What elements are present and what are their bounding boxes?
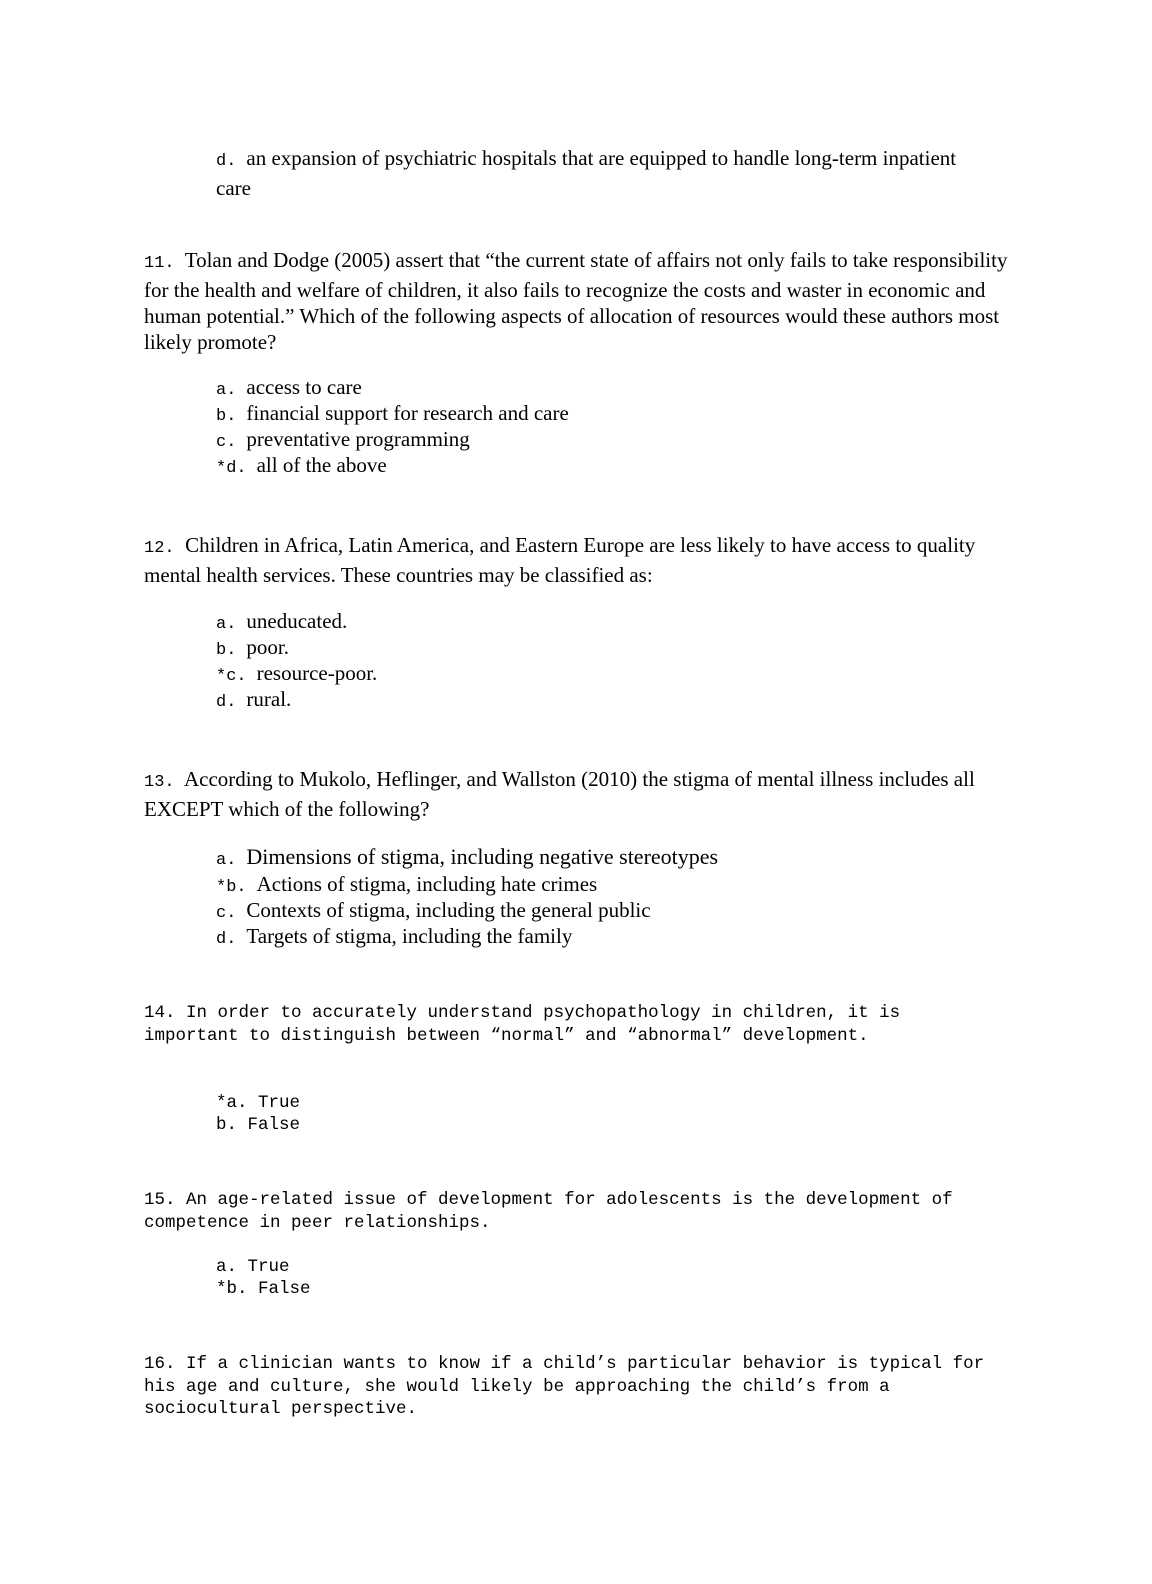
q13-stem <box>144 766 1014 822</box>
q12-option-d-label: d. <box>216 693 237 712</box>
q13-option-b-text: Actions of stigma, including hate crimes <box>256 872 598 896</box>
q15-option-a: a. True <box>216 1257 290 1277</box>
q12-option-a-label: a. <box>216 615 237 634</box>
q11-option-d-text: all of the above <box>256 453 387 477</box>
q11-option-a-text: access to care <box>246 375 362 399</box>
q11-option-a-label: a. <box>216 381 237 400</box>
q11-stem <box>144 247 1014 355</box>
q12-stem <box>144 532 1014 588</box>
q13-option-c-label: c. <box>216 904 237 923</box>
q12-option-b-label: b. <box>216 641 237 660</box>
q10-option-d-text: an expansion of psychiatric hospitals that are equipped to handle long-term inpatient care <box>216 146 957 200</box>
q12-number: 12. <box>144 539 175 558</box>
q13-option-a-label: a. <box>216 851 237 870</box>
q13-option-a <box>216 844 1006 874</box>
q13-option-d-text: Targets of stigma, including the family <box>246 924 573 948</box>
q13-option-d <box>216 923 1006 953</box>
q13-option-c-text: Contexts of stigma, including the general public <box>246 898 651 922</box>
q11-option-c-label: c. <box>216 433 237 452</box>
q12-option-d-text: rural. <box>246 687 292 711</box>
q12-option-c-label: *c. <box>216 667 247 686</box>
q11-option-d <box>216 452 1006 482</box>
q12-option-b-text: poor. <box>246 635 289 659</box>
q13-option-a-text: Dimensions of stigma, including negative stereotypes <box>246 844 719 869</box>
q13-stem-text: According to Mukolo, Heflinger, and Wallston (2010) the stigma of mental illness includes all EXCEPT which of the following? <box>144 767 975 821</box>
q15-option-b: *b. False <box>216 1279 311 1299</box>
q11-stem-text: Tolan and Dodge (2005) assert that “the current state of affairs not only fails to take responsibility for the health and welfare of children, it also fails to recognize the costs and waster in economic and human potential.” Which of the following aspects of allocation of resources would these authors most likely promote? <box>144 248 1008 354</box>
q12-option-d <box>216 686 1006 716</box>
q11-number: 11. <box>144 254 175 273</box>
q12-stem-text: Children in Africa, Latin America, and Eastern Europe are less likely to have access to quality mental health services. These countries may be classified as: <box>144 533 976 587</box>
q13-number: 13. <box>144 773 175 792</box>
q14-option-a: *a. True <box>216 1093 301 1113</box>
q11-option-d-label: *d. <box>216 459 247 478</box>
q13-option-b-label: *b. <box>216 878 247 897</box>
q14-option-b: b. False <box>216 1115 301 1135</box>
q11-option-b-label: b. <box>216 407 237 426</box>
q14-stem: 14. In order to accurately understand psychopathology in children, it is important to distinguish between “normal” and “abnormal” development. <box>144 1003 911 1046</box>
q10-option-d <box>216 145 996 201</box>
q10-option-d-label: d. <box>216 152 237 171</box>
q11-option-c-text: preventative programming <box>246 427 470 451</box>
q15-stem: 15. An age-related issue of development for adolescents is the development of competence in peer relationships. <box>144 1190 964 1233</box>
q12-option-c-text: resource-poor. <box>256 661 378 685</box>
q11-option-b-text: financial support for research and care <box>246 401 569 425</box>
q16-stem: 16. If a clinician wants to know if a child’s particular behavior is typical for his age and culture, she would likely be approaching the child’s from a sociocultural perspective. <box>144 1354 995 1419</box>
q13-option-d-label: d. <box>216 930 237 949</box>
q12-option-a-text: uneducated. <box>246 609 348 633</box>
